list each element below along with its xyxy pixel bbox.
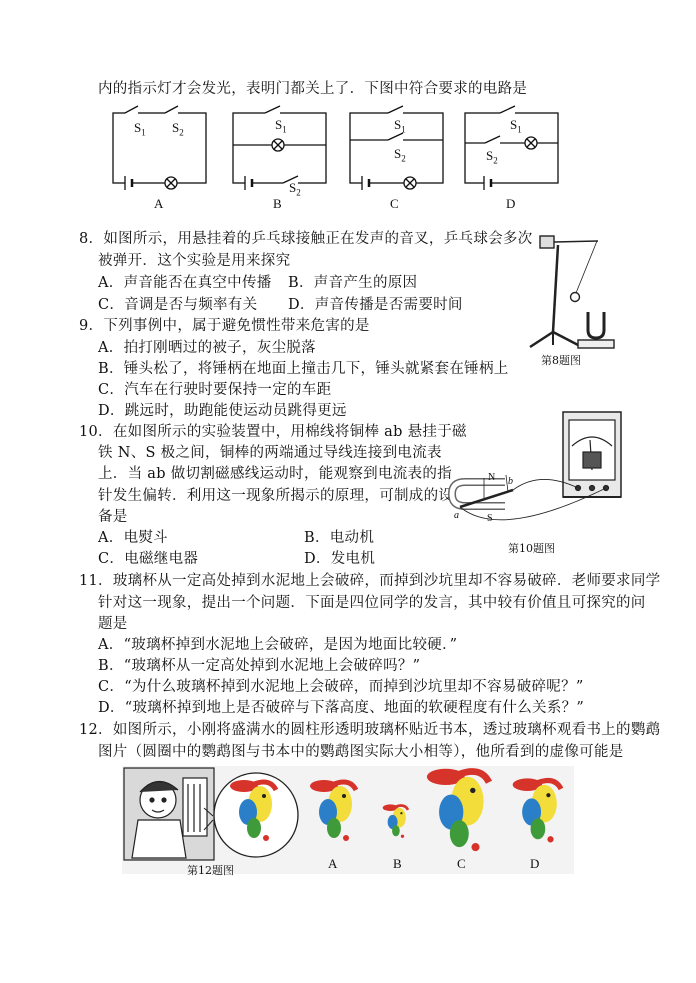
q11-option-d: D．“玻璃杯掉到地上是否破碎与下落高度、地面的软硬程度有什么关系？”: [98, 700, 585, 716]
q10-label-n: N: [488, 472, 496, 483]
q8-option-c: C．音调是否与频率有关: [98, 297, 258, 313]
q8-caption: 第8题图: [541, 354, 581, 367]
circuit-label-b: B: [273, 196, 282, 211]
q10-option-b: B．电动机: [304, 530, 375, 546]
circuit-label-a: A: [154, 196, 164, 211]
label-s2-d: $S_2$: [486, 148, 498, 166]
q9-stem: 9．下列事例中，属于避免惯性带来危害的是: [79, 318, 370, 334]
label-s1-a: $S_1$: [134, 120, 146, 138]
label-s1-d: $S_1$: [510, 117, 522, 135]
q10-option-d: D．发电机: [304, 551, 376, 567]
q9-option-d: D．跳远时，助跑能使运动员跳得更远: [98, 403, 347, 419]
q11-option-b: B．“玻璃杯从一定高处掉到水泥地上会破碎吗？”: [98, 658, 421, 674]
q11-line-1: 11．玻璃杯从一定高处掉到水泥地上会破碎，而掉到沙坑里却不容易破碎．老师要求同学: [79, 573, 661, 589]
q12-label-d: D: [530, 856, 540, 871]
q11-line-2: 针对这一现象，提出一个问题．下面是四位同学的发言，其中较有价值且可探究的问: [98, 595, 646, 611]
q10-option-a: A．电熨斗: [98, 530, 168, 546]
q10-label-a: a: [454, 510, 459, 521]
q12-line-2: 图片（圆圈中的鹦鹉图与书本中的鹦鹉图实际大小相等），他所看到的虚像可能是: [98, 744, 624, 760]
q11-line-3: 题是: [98, 616, 128, 632]
q10-line-5: 备是: [98, 509, 128, 525]
q11-option-a: A．“玻璃杯掉到水泥地上会破碎，是因为地面比较硬．”: [98, 637, 458, 653]
q8-option-a: A．声音能否在真空中传播: [98, 275, 272, 291]
q9-option-a: A．拍打刚晒过的被子，灰尘脱落: [98, 340, 316, 356]
q12-line-1: 12．如图所示，小刚将盛满水的圆柱形透明玻璃杯贴近书本，透过玻璃杯观看书上的鹦鹉: [79, 722, 661, 738]
q10-line-3: 上．当 ab 做切割磁感线运动时，能观察到电流表的指: [98, 466, 452, 482]
q8-line-2: 被弹开．这个实验是用来探究: [98, 253, 291, 269]
q10-line-4: 针发生偏转．利用这一现象所揭示的原理，可制成的设: [98, 488, 454, 504]
q8-option-b: B．声音产生的原因: [288, 275, 418, 291]
q12-label-a: A: [328, 856, 338, 871]
q9-option-c: C．汽车在行驶时要保持一定的车距: [98, 382, 332, 398]
q10-label-s: S: [487, 513, 493, 524]
question-7-tail: 内的指示灯才会发光，表明门都关上了．下图中符合要求的电路是: [98, 81, 528, 97]
label-s1-b: $S_1$: [275, 117, 287, 135]
q10-option-c: C．电磁继电器: [98, 551, 199, 567]
label-s2-b: $S_2$: [289, 180, 301, 198]
circuit-label-c: C: [390, 196, 399, 211]
q10-line-2: 铁 N、S 极之间，铜棒的两端通过导线连接到电流表: [98, 445, 442, 461]
q10-line-1: 10．在如图所示的实验装置中，用棉线将铜棒 ab 悬挂于磁: [79, 424, 467, 440]
q9-option-b: B．锤头松了，将锤柄在地面上撞击几下，锤头就紧套在锤柄上: [98, 361, 509, 377]
q11-option-c: C．“为什么玻璃杯掉到水泥地上会破碎，而掉到沙坑里却不容易破碎呢？”: [98, 679, 584, 695]
q12-label-b: B: [393, 856, 402, 871]
q8-line-1: 8．如图所示，用悬挂着的乒乓球接触正在发声的音叉，乒乓球会多次: [79, 231, 533, 247]
q12-label-c: C: [457, 856, 466, 871]
q8-option-d: D．声音传播是否需要时间: [288, 297, 463, 313]
circuit-label-d: D: [506, 196, 516, 211]
q10-caption: 第10题图: [508, 542, 555, 555]
label-s2-a: $S_2$: [172, 120, 184, 138]
q10-label-b: b: [508, 476, 513, 487]
label-s2-c: $S_2$: [394, 146, 406, 164]
label-s1-c: $S_1$: [394, 117, 406, 135]
q12-caption: 第12题图: [187, 864, 234, 877]
